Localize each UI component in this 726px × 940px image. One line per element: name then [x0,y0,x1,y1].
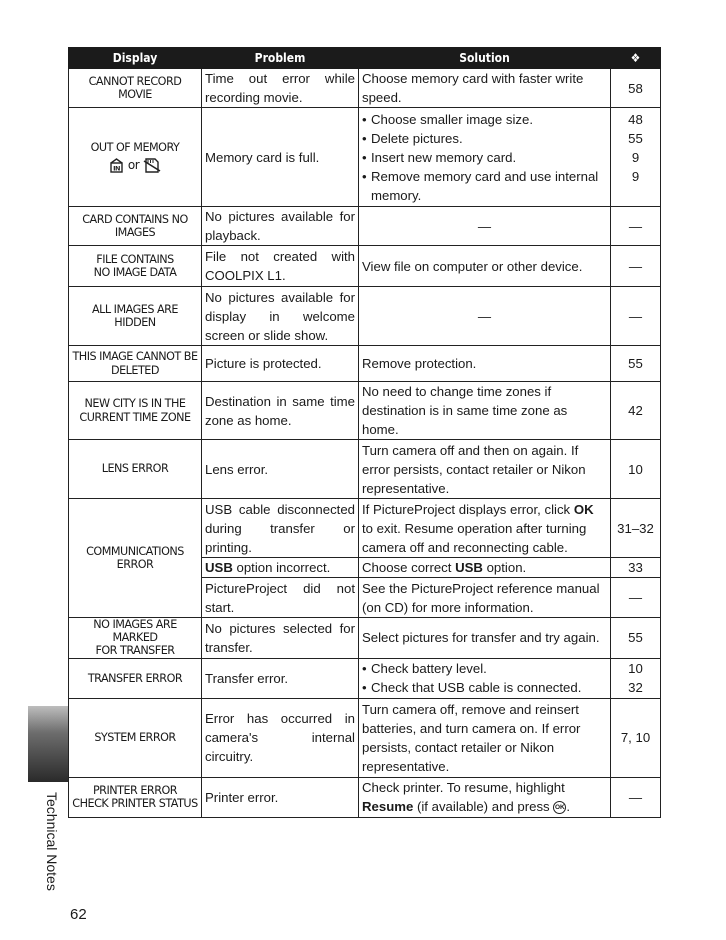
problem-cell: Error has occurred in camera's internal circuitry. [202,698,359,777]
solution-cell [359,108,611,207]
internal-memory-icon [109,158,124,173]
display-message: PRINTER ERROR CHECK PRINTER STATUS [69,777,202,817]
section-tab-marker [28,706,68,782]
solution-item: • Choose smaller image size. [362,110,607,129]
display-message: NEW CITY IS IN THE CURRENT TIME ZONE [69,382,202,440]
problem-cell: Lens error. [202,440,359,499]
display-message: CARD CONTAINS NO IMAGES [69,207,202,246]
display-message: COMMUNICATIONS ERROR [69,499,202,618]
page-reference-icon: ❖ [611,48,661,69]
page-ref: 31–32 [611,499,661,558]
page-ref: — [611,777,661,817]
table-row [69,618,661,659]
problem-cell: No pictures available for display in welcome screen or slide show. [202,287,359,346]
solution-item: • Check battery level. [362,659,607,678]
display-message: CANNOT RECORD MOVIE [69,69,202,108]
solution-cell: Remove protection. [359,346,611,382]
table-row [69,382,661,440]
solution-cell: Turn camera off, remove and reinsert batteries, and turn camera on. If error persists, contact retailer or Nikon representative. [359,698,611,777]
solution-cell: — [359,287,611,346]
header-display: Display [69,48,202,69]
table-row [69,207,661,246]
table-row [69,108,661,207]
problem-cell: Transfer error. [202,658,359,698]
page-number: 62 [70,906,87,923]
solution-cell [359,658,611,698]
solution-cell: View file on computer or other device. [359,246,611,287]
problem-cell: Printer error. [202,777,359,817]
header-solution: Solution [359,48,611,69]
solution-cell: If PictureProject displays error, click OK to exit. Resume operation after turning camera off and reconnecting cable. [359,499,611,558]
solution-item: • Remove memory card and use internal memory. [362,167,607,205]
page-ref: 42 [611,382,661,440]
problem-cell: USB option incorrect. [202,558,359,578]
problem-cell: PictureProject did not start. [202,578,359,618]
page-ref: 55 [611,618,661,659]
problem-cell: Time out error while recording movie. [202,69,359,108]
table-row [69,499,661,558]
section-label: Technical Notes [44,792,60,891]
problem-cell: USB cable disconnected during transfer or printing. [202,499,359,558]
troubleshooting-table [68,47,661,818]
page-ref: 7, 10 [611,698,661,777]
page-ref: — [611,246,661,287]
memory-icons [72,158,198,173]
solution-cell: Choose correct USB option. [359,558,611,578]
solution-cell: Choose memory card with faster write speed. [359,69,611,108]
problem-cell: No pictures available for playback. [202,207,359,246]
svg-text:IN: IN [112,164,120,173]
solution-cell: No need to change time zones if destination is in same time zone as home. [359,382,611,440]
solution-list [362,659,607,697]
table-row [69,698,661,777]
solution-list [362,110,607,205]
problem-cell: Picture is protected. [202,346,359,382]
table-row [69,346,661,382]
display-message: FILE CONTAINS NO IMAGE DATA [69,246,202,287]
display-message: SYSTEM ERROR [69,698,202,777]
problem-cell: File not created with COOLPIX L1. [202,246,359,287]
ok-button-icon: OK [553,801,566,814]
display-message: NO IMAGES ARE MARKED FOR TRANSFER [69,618,202,659]
table-row [69,658,661,698]
page-ref: 48 55 9 9 [611,108,661,207]
page-ref: 10 [611,440,661,499]
page-ref: 58 [611,69,661,108]
solution-cell: — [359,207,611,246]
solution-cell: Turn camera off and then on again. If error persists, contact retailer or Nikon representative. [359,440,611,499]
solution-cell: Check printer. To resume, highlight Resume (if available) and press OK . [359,777,611,817]
display-message: TRANSFER ERROR [69,658,202,698]
page-ref: 10 32 [611,658,661,698]
table-row [69,287,661,346]
solution-item: • Insert new memory card. [362,148,607,167]
no-memory-card-icon [143,158,161,173]
problem-cell: Memory card is full. [202,108,359,207]
or-text: or [127,158,140,173]
table-row [69,246,661,287]
display-message: THIS IMAGE CANNOT BE DELETED [69,346,202,382]
solution-cell: Select pictures for transfer and try again. [359,618,611,659]
display-message: ALL IMAGES ARE HIDDEN [69,287,202,346]
table-header-row [69,48,661,69]
problem-cell: No pictures selected for transfer. [202,618,359,659]
table-row [69,777,661,817]
display-message: LENS ERROR [69,440,202,499]
page-ref: 33 [611,558,661,578]
header-problem: Problem [202,48,359,69]
page-ref: — [611,207,661,246]
table-row [69,69,661,108]
solution-item: • Delete pictures. [362,129,607,148]
page-ref: 55 [611,346,661,382]
solution-item: • Check that USB cable is connected. [362,678,607,697]
page-ref: — [611,578,661,618]
display-message: OUT OF MEMORY IN or [69,108,202,207]
solution-cell: See the PictureProject reference manual (on CD) for more information. [359,578,611,618]
table-row [69,440,661,499]
page-ref: — [611,287,661,346]
problem-cell: Destination in same time zone as home. [202,382,359,440]
